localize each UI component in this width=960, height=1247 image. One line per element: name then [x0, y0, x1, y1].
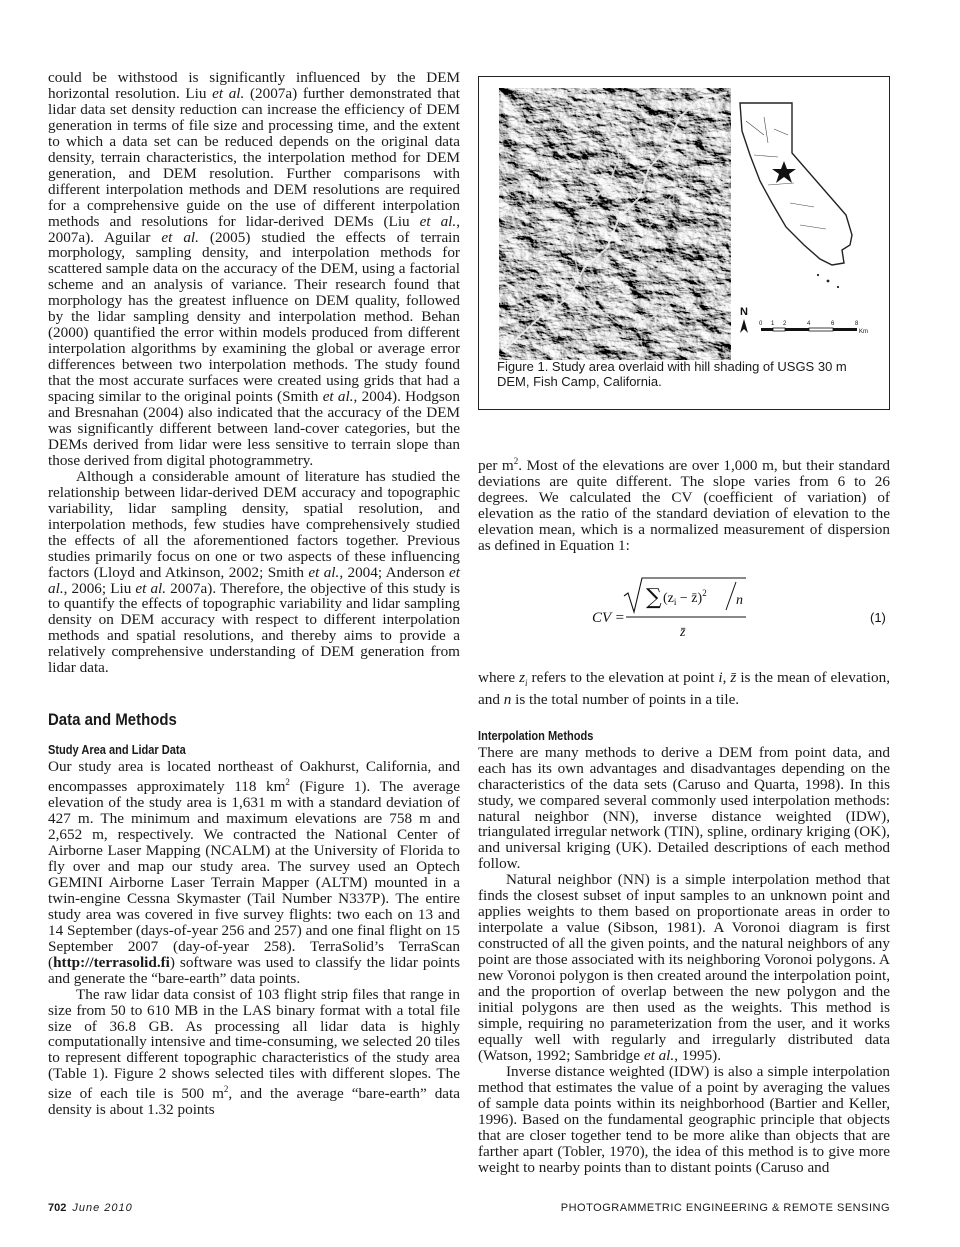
north-arrow-scale-bar: [737, 303, 879, 343]
issue-date: June 2010: [72, 1202, 133, 1214]
page-footer: [48, 1202, 890, 1218]
equation-sigma: ∑: [646, 584, 662, 610]
page-number: 702: [48, 1202, 67, 1214]
california-locator-map: [734, 95, 862, 305]
subsection-heading-interpolation: Interpolation Methods: [478, 727, 594, 743]
subsection-heading-study-area: Study Area and Lidar Data: [48, 742, 186, 758]
figure-caption: Figure 1. Study area overlaid with hill shading of USGS 30 m DEM, Fish Camp, California.: [497, 359, 847, 389]
svg-text:(zi − z̄)2: ($z_i$ − z̄)$^2$: [663, 587, 707, 607]
scale-tick-4: 4: [807, 321, 811, 327]
right-column: [478, 454, 890, 1175]
equation-n: n: [736, 592, 743, 608]
paragraph-study-area: Our study area is located northeast of Oakhurst, California, and encompasses approximately 118 $km^2$ (Figure 1). The average elevation of the study area is 1,631 m with a standard deviation of 427 m. The minimum and maximum elevations are 758 m and 2,652 m, respectively. We contracted the National Center of Airborne Laser Mapping (NCALM) at the University of Florida to fly over and map our study area. The survey used an Optech GEMINI Airborne Laser Terrain Mapper (ALTM) mounted in a twin-engine Cessna Skymaster (Tail Number N337P). The entire study area was covered in five survey flights: two each on 13 and 14 September (days-of-year 256 and 257) and one final flight on 15 September 2007 (day-of-year 258). TerraSolid’s TerraScan (http://terrasolid.fi) software was used to classify the lidar points and generate the “bare-earth” data points.: [48, 758, 461, 987]
equation-number: (1): [870, 609, 886, 625]
scale-tick-0: 0: [759, 321, 763, 327]
scale-tick-8: 8: [855, 321, 859, 327]
equation-lhs: CV =: [592, 609, 625, 626]
paragraph-intro-continued: could be withstood is significantly influenced by the DEM horizontal resolution. Liu et al. (2007a) further demonstrated that lidar data set density reduction can increase the efficiency of DEM generation in terms of file size and processing time, and the extent to which a data set can be reduced depends on the original data density, terrain characteristics, the interpolation method for DEM generation, and DEM resolution. Further comparisons with different interpolation methods and DEM resolutions are required for a comprehensive guide on the use of different interpolation methods and resolutions for lidar-derived DEMs (Liu et al., 2007a). Aguilar et al. (2005) studied the effects of terrain morphology, sampling density, and interpolation methods for scattered sample data on the accuracy of the DEM, using a factorial scheme and an analysis of variance. Their research found that morphology has the greatest influence on DEM quality, followed by the lidar sampling density and interpolation method. Behan (2000) quantified the error within models produced from different interpolation algorithms by examining the global or average error differences between two interpolation methods. The study found that the most accurate surfaces were created using grids that had a spacing similar to the original points (Smith et al., 2004). Hodgson and Bresnahan (2004) also indicated that the accuracy of the DEM was significantly different between land-cover categories, but the DEMs derived from lidar were less sensitive to terrain slope than those derived from digital photogrammetry.: [48, 69, 461, 469]
scale-tick-2: 2: [783, 321, 787, 327]
scale-tick-1: 1: [771, 321, 775, 327]
hillshade-map: [499, 88, 731, 360]
paragraph-objective: Although a considerable amount of literature has studied the relationship between lidar-derived DEM accuracy and topographic variability, lidar sampling density, spatial resolution, and interpolation methods, few studies have comprehensively studied the effects of all the aforementioned factors together. Previous studies primarily focus on one or two aspects of these influencing factors (Lloyd and Atkinson, 2002; Smith et al., 2004; Anderson et al., 2006; Liu et al. 2007a). Therefore, the objective of this study is to quantify the effects of topographic variability and lidar sampling density on DEM accuracy with respect to different interpolation methods and spatial resolutions, and thereby aims to provide a relatively comprehensive understanding of DEM generation from lidar data.: [48, 467, 461, 677]
paragraph-cv-intro: per $m^2$. Most of the elevations are over 1,000 m, but their standard deviations are quite different. The slope varies from 6 to 26 degrees. We calculated the CV (coefficient of variation) of elevation as the ratio of the standard deviation of elevation to the elevation mean, which is a normalized measurement of dispersion as defined in Equation 1:: [478, 456, 890, 554]
paragraph-equation-terms: where $z_i$ refers to the elevation at point i, z̄ is the mean of elevation, and n is the total number of points in a tile.: [478, 668, 891, 708]
left-column: [48, 70, 460, 1118]
paragraph-idw: Inverse distance weighted (IDW) is also a simple interpolation method that estimates the value of a point by averaging the values of sample data points within its neighborhood (Bartier and Keller, 1996). Based on the fundamental geographic principle that objects that are closer together tend to be more alike than objects that are farther apart (Tobler, 1970), the idea of this method is to give more weight to nearby points than to distant points (Caruso and: [478, 1062, 891, 1176]
equation-denominator: z̄: [680, 624, 686, 640]
section-heading-data-methods: Data and Methods: [48, 710, 177, 730]
north-label: N: [740, 306, 748, 318]
terrasolid-link[interactable]: http://terrasolid.fi: [53, 953, 170, 971]
scale-unit: Km: [859, 329, 868, 335]
paragraph-interpolation-overview: There are many methods to derive a DEM from point data, and each has its own advantages and disadvantages depending on the characteristics of the data sets (Caruso and Quarta, 1998). In this study, we compared several commonly used interpolation methods: natural neighbor (NN), inverse distance weighted (IDW), triangulated irregular network (TIN), spline, ordinary kriging (OK), and universal kriging (UK). Detailed descriptions of each method follow.: [478, 743, 891, 873]
equation-1: [478, 574, 890, 650]
paragraph-natural-neighbor: Natural neighbor (NN) is a simple interpolation method that finds the closest subset of input samples to an unknown point and applies weights to them based on proportionate areas in order to interpolate a value (Sibson, 1981). A Voronoi diagram is first constructed of all the given points, and the natural neighbors of any point are those associated with its neighboring Voronoi polygons. A new Voronoi polygon is then created around the interpolation point, and the proportion of overlap between the new polygon and the initial polygons are then used as the weights. This method is simple, requiring no parameterization from the user, and it works equally well with regularly and irregularly distributed data (Watson, 1992; Sambridge et al., 1995).: [478, 871, 890, 1064]
north-arrow-icon: [740, 319, 748, 333]
scale-tick-6: 6: [831, 321, 835, 327]
journal-name: PHOTOGRAMMETRIC ENGINEERING & REMOTE SENSING: [560, 1202, 890, 1214]
figure-1: [478, 76, 890, 410]
paragraph-raw-lidar: The raw lidar data consist of 103 flight strip files that range in size from 50 to 610 MB in the LAS binary format with a total file size of 36.8 GB. As processing all lidar data is highly computationally intensive and time-consuming, we selected 20 tiles to represent different topographic characteristics of the study area (Table 1). Figure 2 shows selected tiles with different slopes. The size of each tile is 500 $m^2$, and the average “bare-earth” data density is about 1.32 points: [48, 985, 461, 1119]
